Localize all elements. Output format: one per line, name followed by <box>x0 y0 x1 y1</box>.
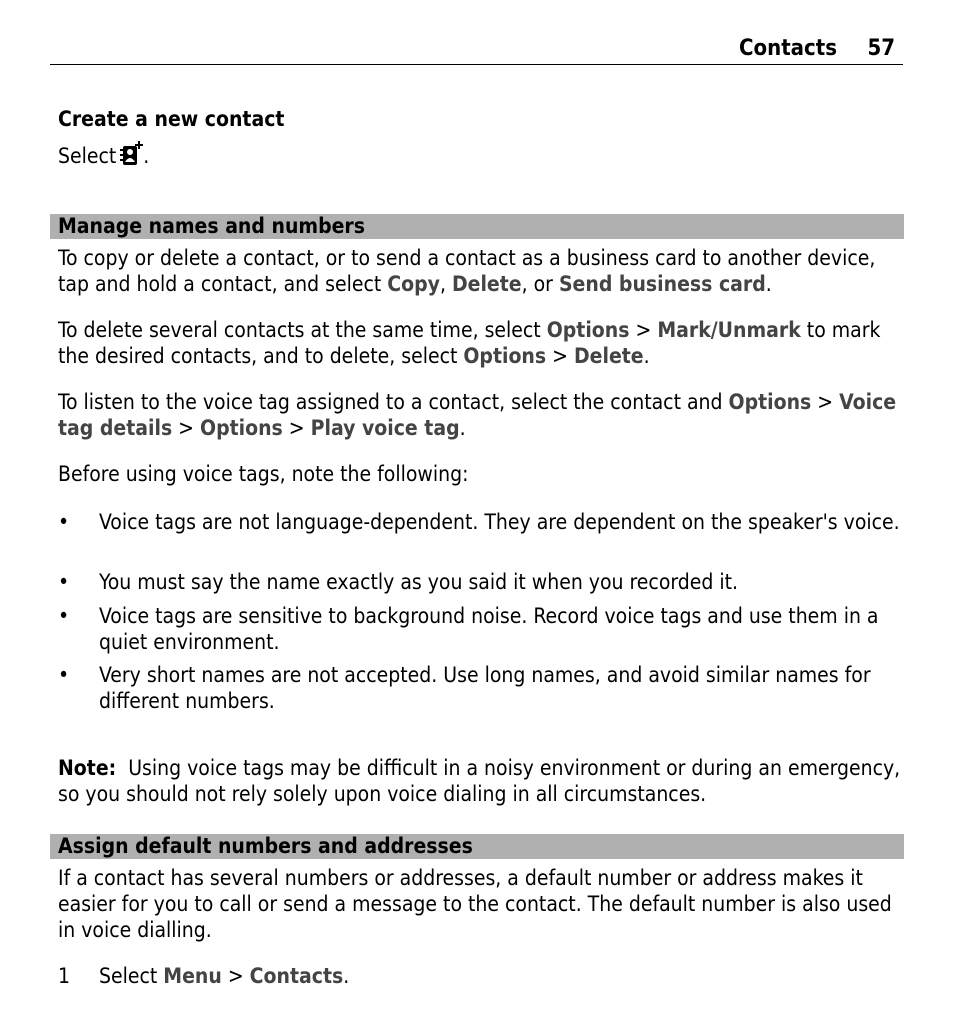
text-run: . <box>643 344 650 368</box>
assign-paragraph: If a contact has several numbers or addresses, a default number or address makes it easier for you to call or send a message to the contact. The default number is also used in voice dialling. <box>58 866 892 942</box>
text-run: > <box>282 416 311 440</box>
manage-paragraph-voice-tag <box>58 389 904 441</box>
text-run: To delete several contacts at the same time, select <box>58 318 547 342</box>
text-run: > <box>811 390 840 414</box>
ui-copy: Copy <box>387 272 440 296</box>
ui-options: Options <box>728 390 812 414</box>
manage-heading: Manage names and numbers <box>58 214 365 238</box>
header-section-title: Contacts <box>738 36 837 61</box>
note-text: Using voice tags may be difficult in a noisy environment or during an emergency, so you should not rely solely upon voice dialing in all circumstances. <box>58 756 901 806</box>
text-run: > <box>221 964 250 988</box>
ui-options: Options <box>463 344 547 368</box>
create-contact-heading: Create a new contact <box>58 107 285 131</box>
page-number: 57 <box>867 36 895 61</box>
text-run: . <box>343 964 350 988</box>
text-run: > <box>172 416 201 440</box>
section-band-assign <box>50 834 904 859</box>
text-run: , <box>439 272 452 296</box>
note-label: Note: <box>58 756 117 780</box>
manage-paragraph-copy <box>58 245 904 297</box>
ui-contacts: Contacts <box>249 964 344 988</box>
bullet-mark: • <box>58 570 70 594</box>
text-run: To copy or delete a contact, or to send a contact as a business card to another device, tap and hold a contact, and select <box>58 246 876 296</box>
list-item-text: You must say the name exactly as you said it when you recorded it. <box>99 570 739 594</box>
note-paragraph <box>58 755 904 807</box>
section-band-manage <box>50 214 904 239</box>
text-run: . <box>765 272 772 296</box>
bullet-mark: • <box>58 604 70 628</box>
bullet-mark: • <box>58 510 70 534</box>
ui-menu: Menu <box>163 964 222 988</box>
ui-send-business-card: Send business card <box>558 272 766 296</box>
manage-paragraph-before: Before using voice tags, note the following: <box>58 462 469 486</box>
select-suffix: . <box>143 144 150 168</box>
running-header <box>50 36 903 65</box>
ui-play-voice-tag: Play voice tag <box>310 416 460 440</box>
manage-paragraph-delete <box>58 317 904 369</box>
step-text <box>99 963 904 989</box>
step-number: 1 <box>58 964 71 988</box>
text-run: > <box>629 318 658 342</box>
create-contact-instruction <box>58 140 904 169</box>
assign-heading: Assign default numbers and addresses <box>58 834 473 858</box>
select-prefix: Select <box>58 144 117 168</box>
ui-voice-tag-details: Voice tag details <box>58 390 897 440</box>
text-run: To listen to the voice tag assigned to a contact, select the contact and <box>58 390 729 414</box>
list-item-text: Very short names are not accepted. Use long names, and avoid similar names for different numbers. <box>99 663 871 713</box>
list-item-text: Voice tags are sensitive to background noise. Record voice tags and use them in a quiet environment. <box>99 604 879 654</box>
text-run: > <box>546 344 574 368</box>
text-run: . <box>459 416 466 440</box>
add-contact-icon <box>119 140 143 166</box>
text-run: Select <box>99 964 164 988</box>
text-run: to mark the desired contacts, and to delete, select <box>58 318 881 368</box>
list-item-text: Voice tags are not language-dependent. They are dependent on the speaker's voice. <box>99 510 900 534</box>
ui-options: Options <box>200 416 283 440</box>
ui-options: Options <box>546 318 630 342</box>
ui-mark-unmark: Mark/Unmark <box>657 318 801 342</box>
bullet-mark: • <box>58 663 70 687</box>
ui-delete: Delete <box>573 344 644 368</box>
text-run: , or <box>521 272 559 296</box>
ui-delete: Delete <box>451 272 522 296</box>
